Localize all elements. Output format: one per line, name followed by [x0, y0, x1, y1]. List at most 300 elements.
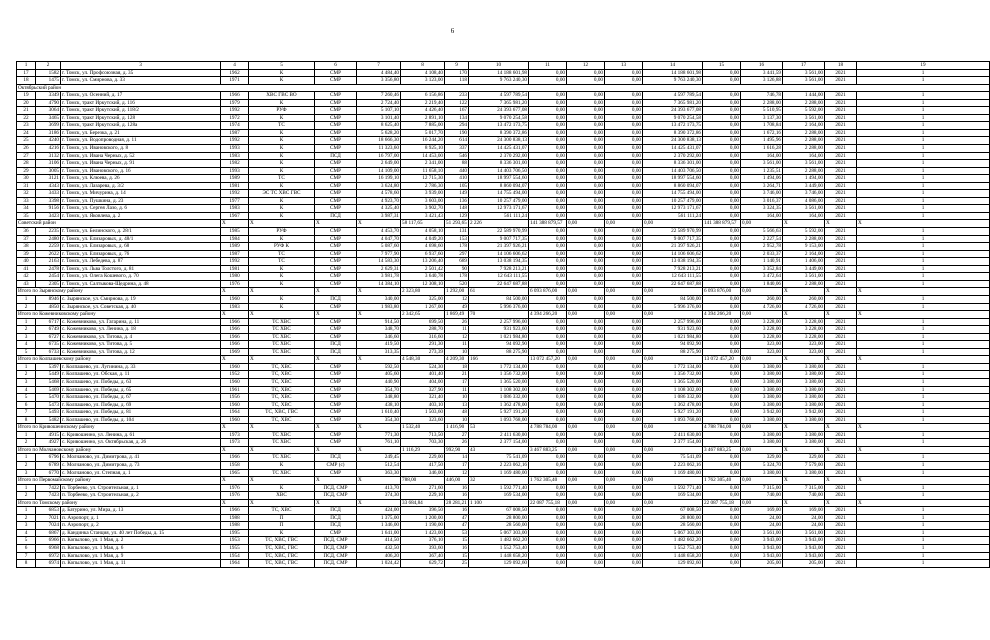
table-cell: 14 106 606,62	[643, 250, 703, 258]
table-cell: Итого по Молчановскому району	[17, 446, 221, 454]
table-cell: 1	[857, 545, 990, 553]
table-cell: 0,00	[605, 386, 643, 394]
table-row	[17, 552, 990, 560]
table-row	[17, 122, 990, 130]
table-cell: 1 423,00	[401, 529, 445, 537]
table-cell: 354,30	[357, 416, 401, 424]
table-cell: Советский район	[17, 220, 221, 228]
table-cell: с. Молчаново, ул. Димитрова, д. 73	[61, 461, 221, 469]
table-cell: 1 592 771,40	[469, 484, 529, 492]
table-cell: 3 380,00	[783, 363, 825, 371]
table-cell: 30	[17, 175, 36, 183]
table-cell: 7 315,00	[783, 484, 825, 492]
table-cell: 49	[445, 303, 469, 311]
table-cell: 4927	[36, 439, 61, 447]
table-cell: 1	[857, 258, 990, 266]
table-cell: 2021	[825, 190, 857, 198]
table-cell: 0,00	[703, 175, 741, 183]
table-cell: 1	[857, 92, 990, 100]
table-cell: К	[249, 273, 315, 281]
table-cell: 0,00	[703, 77, 741, 85]
table-cell: ПСД	[315, 212, 357, 220]
table-cell: 1 093 768,00	[469, 416, 529, 424]
table-row	[17, 69, 990, 77]
table-cell: 2021	[825, 122, 857, 130]
table-cell: 0,00	[703, 507, 741, 515]
table-cell: П	[249, 522, 315, 530]
table-cell: 0,00	[703, 469, 741, 477]
table-cell: X	[249, 499, 315, 507]
table-cell: 0,00	[703, 228, 741, 236]
table-cell: 0,00	[605, 273, 643, 281]
table-cell: 4 058,10	[401, 228, 445, 236]
table-cell: 3 228,00	[741, 318, 783, 326]
table-cell: СМР	[315, 137, 357, 145]
table-cell: 2021	[825, 273, 857, 281]
table-cell: X	[249, 220, 315, 228]
table-cell: 3 228,00	[783, 318, 825, 326]
table-cell: г. Колпашево, ул. Победы, д. 63	[61, 378, 221, 386]
table-cell: X	[315, 446, 357, 454]
table-row	[17, 205, 990, 213]
table-cell: 131	[445, 228, 469, 236]
table-cell: СМР	[315, 378, 357, 386]
table-cell: 2021	[825, 243, 857, 251]
table-cell: 6727	[36, 333, 61, 341]
table-cell: 0,00	[703, 295, 741, 303]
table-cell: 4 394 266,20	[529, 311, 567, 319]
table-cell: 2021	[825, 280, 857, 288]
table-cell: X	[783, 477, 825, 485]
table-cell: с. Зырянское, ул. Смирнова, д. 19	[61, 295, 221, 303]
table-cell: 134	[445, 114, 469, 122]
table-cell: 0,00	[567, 386, 605, 394]
table-cell: 0,00	[703, 258, 741, 266]
table-cell: СМР	[315, 92, 357, 100]
table-cell: СМР	[315, 205, 357, 213]
table-cell: 1	[857, 484, 990, 492]
table-cell: К	[249, 99, 315, 107]
table-cell: 23	[17, 122, 36, 130]
table-cell: 1966	[221, 507, 249, 515]
table-cell: 1	[857, 461, 990, 469]
table-cell: 1	[857, 99, 990, 107]
table-cell: 14 583,30	[357, 258, 401, 266]
table-cell: ПСД	[315, 514, 357, 522]
table-cell: 2021	[825, 507, 857, 515]
table-cell: 4	[17, 341, 36, 349]
table-cell: 18	[825, 62, 857, 70]
table-cell: 3 561,00	[783, 160, 825, 168]
table-cell: 0,00	[529, 371, 567, 379]
table-cell: 2021	[825, 167, 857, 175]
table-cell: 3 943,00	[741, 545, 783, 553]
table-cell: 4 394 266,20	[703, 311, 741, 319]
table-cell: 22 087 755,18	[703, 499, 741, 507]
table-cell: 2021	[825, 145, 857, 153]
table-cell: ЭС ТС ХВС ГВС	[249, 190, 315, 198]
table-cell: 1 406,00	[783, 258, 825, 266]
table-cell: 14 384,10	[357, 280, 401, 288]
table-cell: 2478	[36, 265, 61, 273]
table-cell: 3 380,00	[783, 401, 825, 409]
table-cell: 6733	[36, 348, 61, 356]
table-cell: 512,54	[357, 461, 401, 469]
table-cell: 3	[17, 333, 36, 341]
table-cell: 47	[445, 522, 469, 530]
table-cell: 0,00	[567, 552, 605, 560]
table-cell: 14 425 431,07	[643, 145, 703, 153]
table-cell: 3 380,00	[783, 431, 825, 439]
table-cell: ТС ХВС	[249, 318, 315, 326]
table-cell: г. Томск, ул. Лазарева, д. 3/2	[61, 182, 221, 190]
table-cell: 0,00	[567, 326, 605, 334]
table-cell: 3 603,00	[401, 197, 445, 205]
table-cell: 2021	[825, 529, 857, 537]
table-cell: 592,50	[357, 363, 401, 371]
table-cell: 1960	[221, 401, 249, 409]
table-cell: 205,00	[741, 560, 783, 568]
table-cell: К	[249, 235, 315, 243]
table-cell: 0,00	[605, 288, 643, 296]
table-cell: ТС, ХВС	[249, 363, 315, 371]
table-cell: 6974	[36, 560, 61, 568]
table-cell: 0,00	[529, 537, 567, 545]
table-cell: 12	[445, 333, 469, 341]
table-cell: 2021	[825, 228, 857, 236]
table-cell: 6	[17, 401, 36, 409]
table-cell: СМР	[315, 175, 357, 183]
table-cell: 2	[17, 439, 36, 447]
table-row	[17, 326, 990, 334]
table-cell: 4 923,70	[357, 197, 401, 205]
table-cell: X	[221, 446, 249, 454]
table-cell: 0,00	[567, 212, 605, 220]
table-cell: 3 472,64	[741, 273, 783, 281]
table-cell: 0,00	[703, 160, 741, 168]
table-cell: 5	[17, 348, 36, 356]
table-cell: 3	[17, 378, 36, 386]
table-cell: 67 008,50	[643, 507, 703, 515]
table-cell: г. Томск, тракт Иркутский, д. 128	[61, 114, 221, 122]
table-cell: ПСД	[315, 295, 357, 303]
table-cell: 1 503,60	[401, 409, 445, 417]
table-cell: 18	[17, 77, 36, 85]
table-cell: 0,00	[605, 552, 643, 560]
table-cell: 2 629,31	[357, 265, 401, 273]
table-cell: 3121	[36, 175, 61, 183]
table-row	[17, 137, 990, 145]
table-cell: 2 223 062,16	[643, 461, 703, 469]
table-cell: 0,00	[741, 288, 783, 296]
table-cell: X	[357, 499, 401, 507]
table-cell: 0,00	[567, 311, 605, 319]
table-cell: г. Томск, ул. Сергея Лазо, д. 6	[61, 205, 221, 213]
table-cell: 22 589 970,99	[469, 228, 529, 236]
table-cell: X	[825, 477, 857, 485]
table-cell: с. Кривошеино, ул. Ленина, д. 61	[61, 431, 221, 439]
table-cell: 7024	[36, 522, 61, 530]
table-cell: 58 117,65	[401, 220, 445, 228]
table-cell: 0,00	[703, 152, 741, 160]
table-cell: 14 188 601,98	[469, 69, 529, 77]
table-cell: 21	[445, 371, 469, 379]
table-cell: 703,30	[401, 439, 445, 447]
table-cell: 1	[857, 492, 990, 500]
table-cell: 12	[445, 295, 469, 303]
table-cell: СМР	[315, 190, 357, 198]
table-cell: 24,00	[783, 514, 825, 522]
table-cell: X	[249, 446, 315, 454]
table-cell: 327,90	[401, 386, 445, 394]
table-cell: Итого по Томскому району	[17, 499, 221, 507]
table-cell: 1	[857, 409, 990, 417]
table-cell: 1981	[221, 182, 249, 190]
table-cell: 0,00	[605, 560, 643, 568]
table-cell: 1	[857, 552, 990, 560]
table-cell: 1	[857, 348, 990, 356]
table-cell: 4 047,70	[357, 235, 401, 243]
table-cell: 14 106 606,62	[469, 250, 529, 258]
table-cell: 1	[857, 145, 990, 153]
table-cell: 0,00	[643, 288, 703, 296]
table-cell: 26	[445, 439, 469, 447]
table-cell: 0,00	[529, 469, 567, 477]
table-cell: 0,00	[529, 341, 567, 349]
table-cell: СМР	[315, 439, 357, 447]
table-cell: 9	[445, 62, 469, 70]
table-cell: 14 403 706,50	[469, 167, 529, 175]
table-row	[17, 303, 990, 311]
table-cell: 129	[445, 212, 469, 220]
table-cell: 2021	[825, 409, 857, 417]
table-cell: 38	[17, 243, 36, 251]
table-cell: 0,00	[567, 235, 605, 243]
table-cell: 2 288,00	[783, 129, 825, 137]
table-cell: 13 038 194,35	[469, 258, 529, 266]
table-cell: 2259	[36, 243, 61, 251]
table-cell: СМР	[315, 197, 357, 205]
table-cell: 0,00	[567, 167, 605, 175]
table-cell: ТС, ХВС, ГВС	[249, 560, 315, 568]
table-cell: ТС	[249, 258, 315, 266]
table-cell: 0,00	[567, 439, 605, 447]
table-cell: 105	[445, 182, 469, 190]
table-cell: 0,00	[703, 114, 741, 122]
table-cell: ТС ХВС	[249, 431, 315, 439]
table-cell: 1	[857, 190, 990, 198]
table-cell: 2021	[825, 77, 857, 85]
table-cell: 406,20	[357, 552, 401, 560]
table-cell: д. Батурино, ул. Мира, д. 13	[61, 507, 221, 515]
table-row	[17, 175, 990, 183]
table-cell: 1	[857, 235, 990, 243]
table-cell: 2 288,00	[783, 235, 825, 243]
table-cell: 0,00	[567, 258, 605, 266]
table-cell: 1	[857, 228, 990, 236]
table-cell: 0,00	[605, 265, 643, 273]
table-cell: 0,00	[567, 446, 605, 454]
table-cell: г. Колпашево, ул. Победы, д. 69	[61, 401, 221, 409]
table-cell: 8 336 301,00	[469, 160, 529, 168]
table-cell: 3 561,00	[783, 529, 825, 537]
table-cell: 229,10	[401, 492, 445, 500]
table-cell: 0,00	[605, 371, 643, 379]
table-cell: 2	[17, 514, 36, 522]
table-cell: К	[249, 461, 315, 469]
table-cell: 273,39	[401, 348, 445, 356]
table-cell: 14 755 494,00	[469, 190, 529, 198]
table-cell: 0,00	[567, 114, 605, 122]
table-cell: г. Томск, ул. Ивановского, д. 16	[61, 167, 221, 175]
table-cell: 7	[17, 409, 36, 417]
table-cell: 178	[445, 243, 469, 251]
table-cell: 1966	[221, 326, 249, 334]
table-cell: 3 380,00	[741, 386, 783, 394]
table-cell: 1966	[221, 341, 249, 349]
table-cell: г. Томск, ул. Льва Толстого, д. 81	[61, 265, 221, 273]
table-cell: 2021	[825, 182, 857, 190]
table-cell: 3	[17, 522, 36, 530]
table-cell: 4 426,40	[401, 107, 445, 115]
table-cell: 2021	[825, 99, 857, 107]
table-cell: 8	[17, 416, 36, 424]
table-cell: 0,00	[741, 499, 783, 507]
table-cell: К	[249, 69, 315, 77]
table-cell: 346,60	[357, 333, 401, 341]
table-cell: 0,00	[529, 160, 567, 168]
table-cell: ПСД	[315, 152, 357, 160]
table-cell: 4 726,00	[741, 303, 783, 311]
table-cell: 0,00	[567, 122, 605, 130]
table-cell: 35	[17, 212, 36, 220]
table-row	[17, 145, 990, 153]
table-cell: 1	[17, 318, 36, 326]
table-cell: 24,00	[783, 522, 825, 530]
table-cell: ПСД	[315, 507, 357, 515]
table-cell: 2021	[825, 295, 857, 303]
table-cell: 5 510,95	[741, 107, 783, 115]
table-cell: 0,00	[529, 454, 567, 462]
table-cell: 1973	[221, 439, 249, 447]
table-cell: 0,00	[567, 341, 605, 349]
table-cell: 10	[469, 62, 529, 70]
table-cell: 0,00	[605, 469, 643, 477]
table-cell: ТС ХВС	[249, 469, 315, 477]
table-cell: СМР	[315, 258, 357, 266]
table-cell: 0,00	[567, 69, 605, 77]
table-cell: 1976	[221, 280, 249, 288]
table-cell: 0,00	[703, 386, 741, 394]
table-cell: 13 072 457,20	[703, 356, 741, 364]
table-cell: 1955	[221, 545, 249, 553]
table-cell: 24 300 838,13	[643, 137, 703, 145]
table-cell: 393,60	[401, 545, 445, 553]
table-cell: 4 597 789,54	[469, 92, 529, 100]
table-cell: 2 288,00	[783, 137, 825, 145]
table-cell: 2021	[825, 129, 857, 137]
table-cell: 746,78	[741, 92, 783, 100]
table-cell: 1	[857, 205, 990, 213]
table-cell: 2021	[825, 69, 857, 77]
table-cell: 1 869,49	[445, 311, 469, 319]
district-total-row	[17, 220, 990, 228]
table-cell: СМР	[315, 77, 357, 85]
table-cell: 438,10	[357, 401, 401, 409]
table-cell: 2021	[825, 265, 857, 273]
table-cell: 36	[17, 228, 36, 236]
table-cell: г. Томск, ул. Олега Кошевого, д. 70	[61, 273, 221, 281]
table-cell: 14 453,00	[401, 152, 445, 160]
table-cell: 0,00	[567, 560, 605, 568]
table-cell: 0,00	[529, 280, 567, 288]
table-cell: СМР	[315, 431, 357, 439]
table-cell: 3	[17, 469, 36, 477]
table-cell: 3 101,40	[357, 114, 401, 122]
table-row	[17, 167, 990, 175]
table-cell: 2021	[825, 514, 857, 522]
table-cell: 0,00	[605, 303, 643, 311]
table-cell: г. Томск, ул. Елизаровых, д. 68	[61, 243, 221, 251]
table-cell: ТС, ХВС	[249, 371, 315, 379]
table-cell: 3 943,00	[741, 537, 783, 545]
table-cell: 1 108 302,00	[643, 386, 703, 394]
table-cell: ПСД, СМР	[315, 552, 357, 560]
table-cell: 914,50	[357, 318, 401, 326]
table-cell: 0,00	[703, 552, 741, 560]
table-cell: 1	[857, 522, 990, 530]
table-cell: 403,10	[401, 401, 445, 409]
table-row	[17, 439, 990, 447]
table-cell: 3 441,59	[741, 69, 783, 77]
table-cell: 5493	[36, 409, 61, 417]
table-cell: К	[249, 529, 315, 537]
table-cell: ТС, ХВС	[249, 386, 315, 394]
table-cell: 29	[17, 167, 36, 175]
table-cell: 992,90	[445, 446, 469, 454]
table-cell: 1973	[221, 431, 249, 439]
table-cell: СМР	[315, 273, 357, 281]
table-cell: 260,00	[783, 295, 825, 303]
table-cell: 1987	[221, 250, 249, 258]
table-cell: 3 942,00	[783, 409, 825, 417]
table-cell: 22 647 687,88	[469, 280, 529, 288]
table-row	[17, 258, 990, 266]
table-cell: 25	[445, 560, 469, 568]
table-cell: 1	[857, 529, 990, 537]
table-cell: 3 939,00	[401, 190, 445, 198]
table-cell: 2021	[825, 378, 857, 386]
table-cell: ТС, ХВС, ГВС	[249, 537, 315, 545]
table-cell: 15	[703, 62, 741, 70]
table-cell: 3 943,00	[741, 552, 783, 560]
table-cell: 0,00	[703, 243, 741, 251]
table-cell: 6	[17, 545, 36, 553]
table-cell: 2	[17, 326, 36, 334]
table-cell: 0,00	[605, 356, 643, 364]
table-cell: 4 698,60	[401, 243, 445, 251]
table-cell: 1 200,00	[401, 514, 445, 522]
table-cell: 337	[445, 145, 469, 153]
table-cell: г. Томск, ул. Ивановского, д. 8	[61, 145, 221, 153]
table-cell: 0,00	[643, 220, 703, 228]
table-cell: X	[221, 356, 249, 364]
table-cell: 48	[445, 409, 469, 417]
table-cell: 520	[445, 280, 469, 288]
table-cell: X	[249, 356, 315, 364]
table-cell: 0,00	[605, 333, 643, 341]
table-cell: 2021	[825, 454, 857, 462]
